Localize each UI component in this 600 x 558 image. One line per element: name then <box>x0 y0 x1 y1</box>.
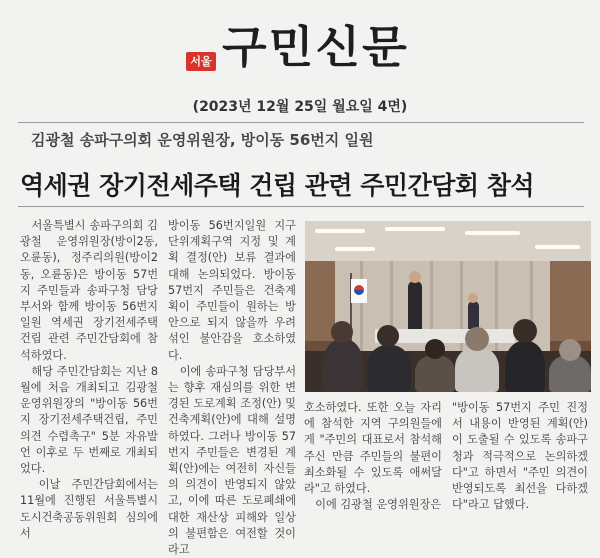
paragraph: 서울특별시 송파구의회 김광철 운영위원장(방이2동, 오륜동), 정주리의원(방이2동, 오륜동)은 방이동 57번지 주민들과 송파구청 담당부서와 함께 방이동 56번지 일원 역세권 장기전세주택 건립 관련 주민간담회에 참석하였다. <box>20 219 158 362</box>
paragraph: 호소하였다. 또한 오늘 자리에 참석한 지역 구의원들에게 "주민의 대표로서 참석해주신 만큼 주민들의 불편이 최소화될 수 있도록 애써달라"고 하였다. <box>304 401 442 496</box>
masthead <box>0 0 600 92</box>
publication-date: (2023년 12월 25일 월요일 4면) <box>192 99 408 115</box>
paragraph: 이에 김광철 운영위원장은 <box>304 498 442 512</box>
paragraph: 이날 주민간담회에서는 11월에 진행된 서울특별시 도시건축공동위원회 심의에서 <box>20 478 158 540</box>
article-column-2 <box>168 218 296 557</box>
divider <box>18 206 584 207</box>
meeting-photo <box>305 221 591 392</box>
divider <box>18 122 584 123</box>
article-column-4 <box>452 400 588 520</box>
region-badge: 서울 <box>186 52 216 71</box>
paragraph: "방이동 57번지 주민 진정서 내용이 반영된 계획(안)이 도출될 수 있도록 송파구청과 적극적으로 논의하겠다"고 하면서 "주민 의견이 반영되도록 최선을 다하겠다"라고 답했다. <box>452 401 588 512</box>
article-headline: 역세권 장기전세주택 건립 관련 주민간담회 참석 <box>20 171 535 200</box>
paragraph: 해당 주민간담회는 지난 8월에 처음 개최되고 김광철 운영위원장의 "방이동 56번지 장기전세주택건립, 주민의견 수렴촉구" 5분 자유발언 이후로 두 번째로 개최되었다. <box>20 364 158 476</box>
article-column-3 <box>304 400 442 520</box>
article-subtitle: 김광철 송파구의회 운영위원장, 방이동 56번지 일원 <box>31 131 374 149</box>
paragraph: 이에 송파구청 담당부서는 향후 재심의를 위한 변경된 도로계획 조정(안) 및 건축계획(안)에 대해 설명하였다. 그러나 방이동 57번지 주민들은 변경된 계획(안)에는 여전히 자신들의 의견이 반영되지 않았고, 이에 따른 도로폐쇄에 대한 재산상 피해와 일상의 불편함은 여전할 것이라고 <box>168 364 296 557</box>
paragraph: 방이동 56번지일원 지구단위계획구역 지정 및 계획 결정(안) 보류 결과에 대해 논의되었다. 방이동 57번지 주민들은 건축계획이 주민들이 원하는 방안으로 되지 않을까 우려 섞인 불안감을 호소하였다. <box>168 219 296 362</box>
newspaper-logo: 구민신문 <box>222 22 409 73</box>
article-column-1 <box>20 218 158 540</box>
